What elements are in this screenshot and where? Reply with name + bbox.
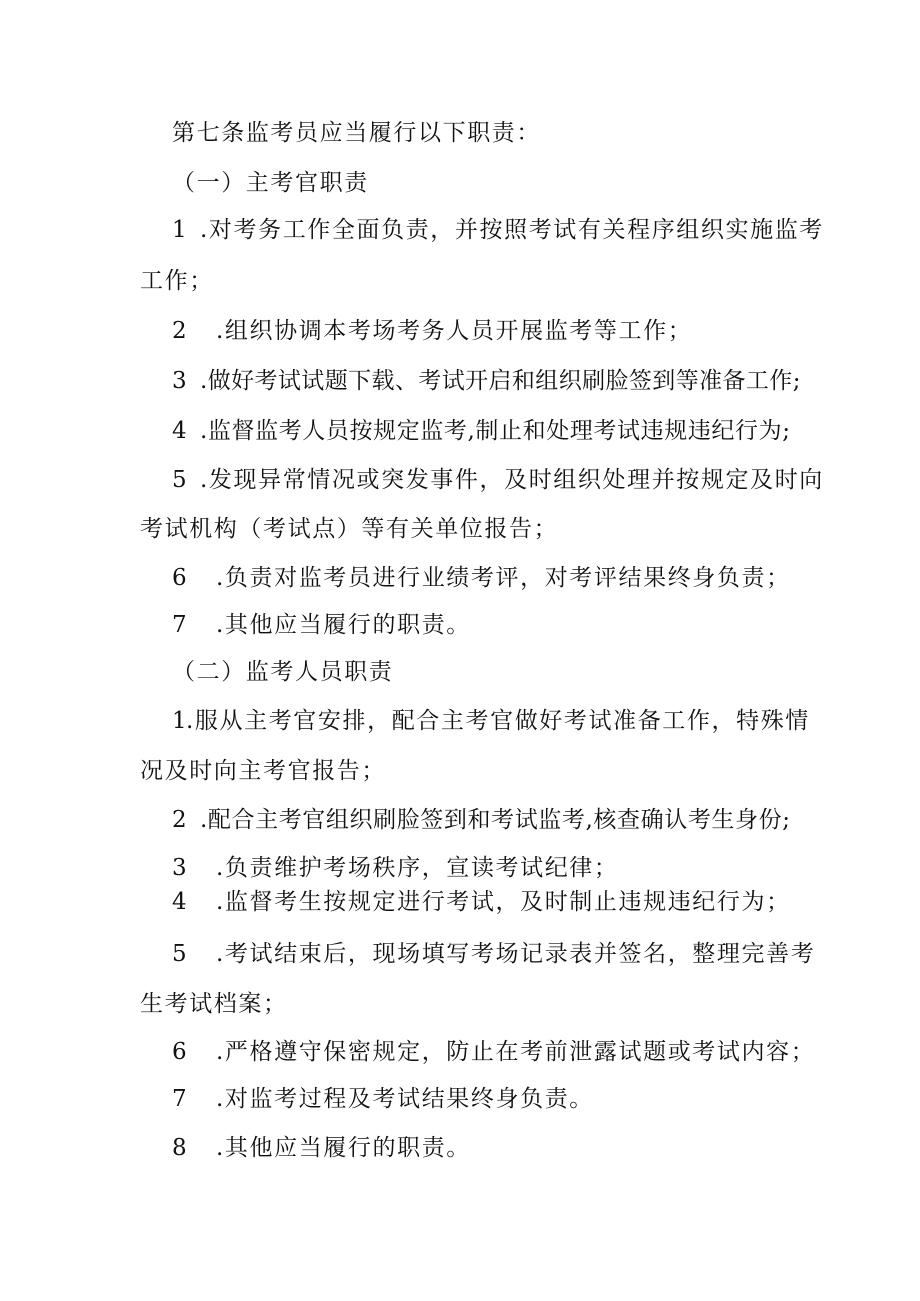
item-text: .严格遵守保密规定，防止在考前泄露试题或考试内容； bbox=[216, 1039, 816, 1065]
item-text: .配合主考官组织刷脸签到和考试监考,核查确认考生身份; bbox=[200, 807, 791, 833]
item-number: 3 bbox=[172, 368, 189, 394]
item-number: 7 bbox=[172, 612, 189, 638]
item-number: 4 bbox=[172, 889, 189, 915]
section2-heading: （二）监考人员职责 bbox=[172, 659, 394, 685]
item-number: 1 bbox=[172, 708, 189, 734]
section2-item-4 bbox=[172, 887, 791, 917]
item-text: .发现异常情况或突发事件，及时组织处理并按规定及时向 bbox=[200, 467, 824, 493]
section1-item-6 bbox=[172, 563, 791, 593]
article-heading: 第七条监考员应当履行以下职责： bbox=[172, 120, 541, 146]
section1-item-7 bbox=[172, 610, 471, 640]
item-text: .做好考试试题下载、考试开启和组织刷脸签到等准备工作; bbox=[200, 368, 801, 394]
item-text: .监督考生按规定进行考试，及时制止违规违纪行为； bbox=[216, 889, 791, 915]
item-text: .其他应当履行的职责。 bbox=[216, 1135, 471, 1161]
item-text: .负责对监考员进行业绩考评，对考评结果终身负责； bbox=[216, 565, 791, 591]
section1-item-1-line-2: 工作； bbox=[140, 268, 214, 294]
item-number: 7 bbox=[172, 1086, 189, 1112]
item-number: 3 bbox=[172, 855, 189, 881]
section2-item-7 bbox=[172, 1084, 594, 1114]
section2-item-6 bbox=[172, 1037, 815, 1067]
item-number: 8 bbox=[172, 1135, 189, 1161]
item-text: .组织协调本考场考务人员开展监考等工作； bbox=[216, 318, 693, 344]
item-text: .监督监考人员按规定监考,制止和处理考试违规违纪行为; bbox=[200, 418, 791, 444]
item-number: 6 bbox=[172, 1039, 189, 1065]
section1-item-5-line-2: 考试机构（考试点）等有关单位报告； bbox=[140, 516, 559, 542]
item-number: 1 bbox=[172, 217, 189, 243]
section1-item-2 bbox=[172, 316, 692, 346]
section1-item-3 bbox=[172, 366, 801, 396]
section2-item-2 bbox=[172, 805, 791, 835]
item-number: 5 bbox=[172, 467, 189, 493]
section1-item-4 bbox=[172, 416, 791, 446]
item-text: .服从主考官安排，配合主考官做好考试准备工作，特殊情 bbox=[186, 708, 810, 734]
item-number: 5 bbox=[172, 941, 189, 967]
item-number: 2 bbox=[172, 318, 189, 344]
section2-item-5-line-1 bbox=[172, 939, 815, 969]
section2-item-3 bbox=[172, 853, 619, 883]
item-number: 2 bbox=[172, 807, 189, 833]
item-text: .负责维护考场秩序，宣读考试纪律； bbox=[216, 855, 619, 881]
item-text: .考试结束后，现场填写考场记录表并签名，整理完善考 bbox=[216, 941, 816, 967]
item-number: 4 bbox=[172, 418, 189, 444]
section2-item-5-line-2: 生考试档案； bbox=[140, 991, 288, 1017]
section2-item-8 bbox=[172, 1133, 471, 1163]
section2-item-1-line-2: 况及时向主考官报告； bbox=[140, 758, 386, 784]
section1-item-5-line-1 bbox=[172, 465, 824, 495]
item-number: 6 bbox=[172, 565, 189, 591]
section1-item-1-line-1 bbox=[172, 215, 824, 245]
item-text: .对监考过程及考试结果终身负责。 bbox=[216, 1086, 594, 1112]
section1-heading: （一）主考官职责 bbox=[172, 170, 369, 196]
item-text: .对考务工作全面负责，并按照考试有关程序组织实施监考 bbox=[200, 217, 824, 243]
section2-item-1-line-1 bbox=[172, 706, 810, 736]
item-text: .其他应当履行的职责。 bbox=[216, 612, 471, 638]
